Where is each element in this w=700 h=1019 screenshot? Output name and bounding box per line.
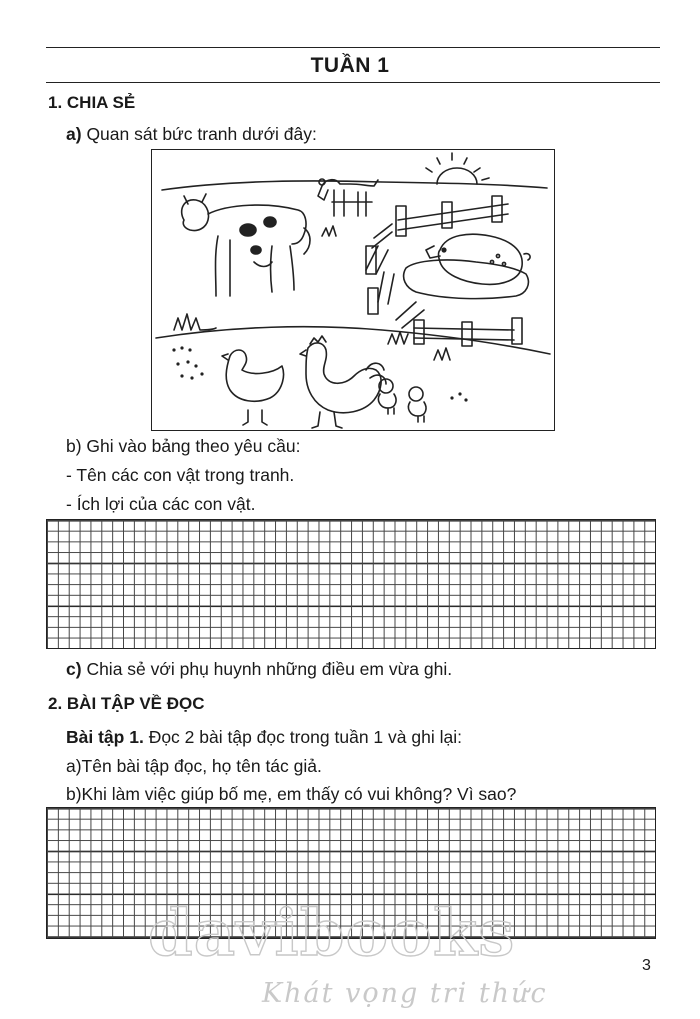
exercise-line-b: b)Khi làm việc giúp bố mẹ, em thấy có vui không? Vì sao? <box>66 784 517 804</box>
watermark-slogan: Khát vọng tri thức <box>262 978 548 1009</box>
section-2-heading: 2. BÀI TẬP VỀ ĐỌC <box>48 694 205 713</box>
writing-grid-1[interactable] <box>46 519 656 649</box>
item-a-label: a) <box>66 124 82 144</box>
grass-tuft <box>174 314 216 330</box>
exercise-1-text: Đọc 2 bài tập đọc trong tuần 1 và ghi lại: <box>148 727 462 747</box>
grass-tuft <box>434 348 450 360</box>
bullet-1: - Tên các con vật trong tranh. <box>66 465 295 485</box>
cow-icon <box>182 194 310 296</box>
item-c-line <box>66 659 452 680</box>
sun-icon <box>426 153 489 184</box>
grass-tuft <box>388 332 408 344</box>
exercise-1-line <box>66 727 462 748</box>
exercise-line-a: a)Tên bài tập đọc, họ tên tác giả. <box>66 756 322 776</box>
item-c-label: c) <box>66 659 82 679</box>
bullet-2: - Ích lợi của các con vật. <box>66 494 256 514</box>
page-title: TUẦN 1 <box>310 54 390 77</box>
item-a-line <box>66 124 317 145</box>
small-cow-icon <box>318 179 378 216</box>
section-1-heading: 1. CHIA SẺ <box>48 93 136 112</box>
title-rule <box>46 82 660 83</box>
grass-tuft <box>322 226 336 236</box>
page-number: 3 <box>642 957 651 974</box>
hen-icon <box>222 350 284 425</box>
exercise-1-label: Bài tập 1. <box>66 727 144 747</box>
farm-illustration <box>151 149 555 431</box>
rooster-icon <box>300 336 386 428</box>
ground-line <box>156 327 550 354</box>
chick-icon <box>408 387 426 422</box>
item-a-text: Quan sát bức tranh dưới đây: <box>86 124 317 144</box>
watermark-brand: davibooks <box>148 896 516 971</box>
fence-icon <box>366 196 522 346</box>
item-c-text: Chia sẻ với phụ huynh những điều em vừa ghi. <box>86 659 453 679</box>
item-b-line: b) Ghi vào bảng theo yêu cầu: <box>66 436 301 456</box>
horizon-line <box>162 181 547 190</box>
pig-icon <box>404 234 530 298</box>
top-rule <box>46 47 660 48</box>
